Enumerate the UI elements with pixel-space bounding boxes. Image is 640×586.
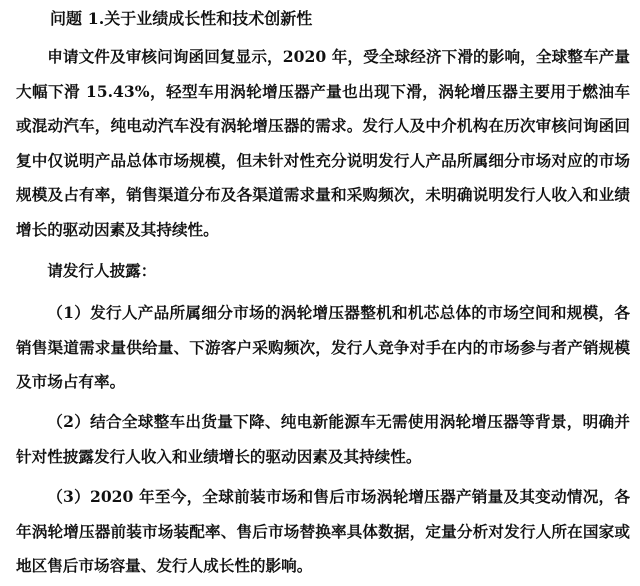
- paragraph-item-1: （1）发行人产品所属细分市场的涡轮增压器整机和机芯总体的市场空间和规模，各销售渠道需求量供给量、下游客户采购频次，发行人竞争对手在内的市场参与者产销规模及市场占有率。: [16, 303, 630, 391]
- paragraph-background: 申请文件及审核问询函回复显示，2020 年，受全球经济下滑的影响，全球整车产量大幅下滑 15.43%，轻型车用涡轮增压器产量也出现下滑，涡轮增压器主要用于燃油车或混动汽车，纯电动汽车没有涡轮增压器的需求。发行人及中介机构在历次审核问询函回复中仅说明产品总体市场规模，但未针对性充分说明发行人产品所属细分市场对应的市场规模及占有率，销售渠道分布及各渠道需求量和采购频次，未明确说明发行人收入和业绩增长的驱动因素及其持续性。: [16, 47, 630, 239]
- paragraph-request-intro: 请发行人披露：: [47, 261, 157, 280]
- paragraph-item-3: （3）2020 年至今，全球前装市场和售后市场涡轮增压器产销量及其变动情况，各年涡轮增压器前装市场装配率、售后市场替换率具体数据，定量分析对发行人所在国家或地区售后市场容量、发行人成长性的影响。: [16, 487, 630, 575]
- question-title: 问题 1.关于业绩成长性和技术创新性: [50, 9, 313, 28]
- paragraph-item-2: （2）结合全球整车出货量下降、纯电新能源车无需使用涡轮增压器等背景，明确并针对性披露发行人收入和业绩增长的驱动因素及其持续性。: [16, 412, 630, 466]
